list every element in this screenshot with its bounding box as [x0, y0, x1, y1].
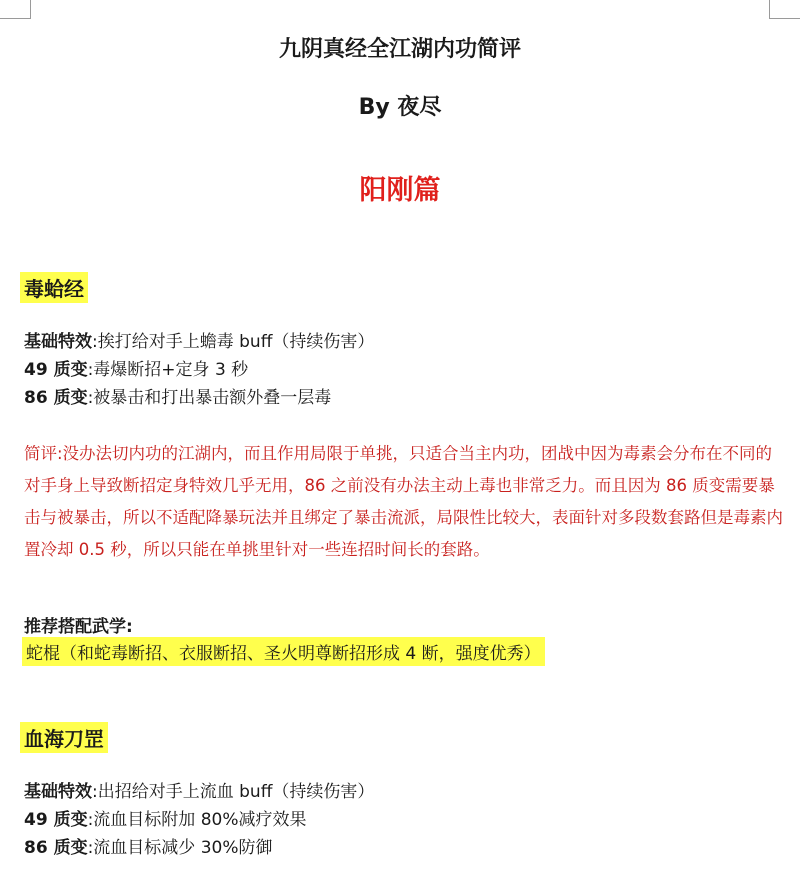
effect-line	[24, 358, 248, 382]
page-corner-mark-left	[0, 0, 31, 19]
effect-text: :出招给对手上流血 buff（持续伤害）	[92, 782, 375, 802]
entry-heading-1: 毒蛤经	[20, 272, 88, 303]
document-title: 九阴真经全江湖内功简评	[278, 37, 521, 62]
document-author: By 夜尽	[358, 95, 442, 120]
effect-line	[24, 808, 307, 832]
effect-text: :挨打给对手上蟾毒 buff（持续伤害）	[92, 332, 375, 352]
effect-text: :流血目标减少 30%防御	[87, 838, 273, 858]
effect-text: :被暴击和打出暴击额外叠一层毒	[87, 388, 332, 408]
page-corner-mark-right	[769, 0, 800, 19]
recommend-label: 推荐搭配武学:	[24, 617, 133, 637]
effect-line	[24, 780, 374, 804]
effect-label: 86 质变	[24, 388, 88, 408]
effect-text: :毒爆断招+定身 3 秒	[87, 360, 249, 380]
recommend-highlight: 蛇棍（和蛇毒断招、衣服断招、圣火明尊断招形成 4 断，强度优秀）	[22, 637, 545, 666]
entry-comment: 简评:没办法切内功的江湖内，而且作用局限于单挑，只适合当主内功，团战中因为毒素会分布在不同的对手身上导致断招定身特效几乎无用，86 之前没有办法主动上毒也非常乏力。而且因为 86 质变需要暴击与被暴击，所以不适配降暴玩法并且绑定了暴击流派，局限性比较大，表面针对多段数套路但是毒素内置冷却 0.5 秒，所以只能在单挑里针对一些连招时间长的套路。	[24, 444, 783, 559]
effect-label: 基础特效	[24, 782, 92, 802]
effect-line	[24, 386, 331, 410]
effect-label: 49 质变	[24, 360, 88, 380]
effect-line	[24, 330, 374, 354]
effect-label: 49 质变	[24, 810, 88, 830]
effect-text: :流血目标附加 80%减疗效果	[87, 810, 307, 830]
effect-label: 86 质变	[24, 838, 88, 858]
effect-line	[24, 836, 273, 860]
effect-label: 基础特效	[24, 332, 92, 352]
entry-heading-2: 血海刀罡	[20, 722, 108, 753]
section-title: 阳刚篇	[359, 175, 441, 206]
